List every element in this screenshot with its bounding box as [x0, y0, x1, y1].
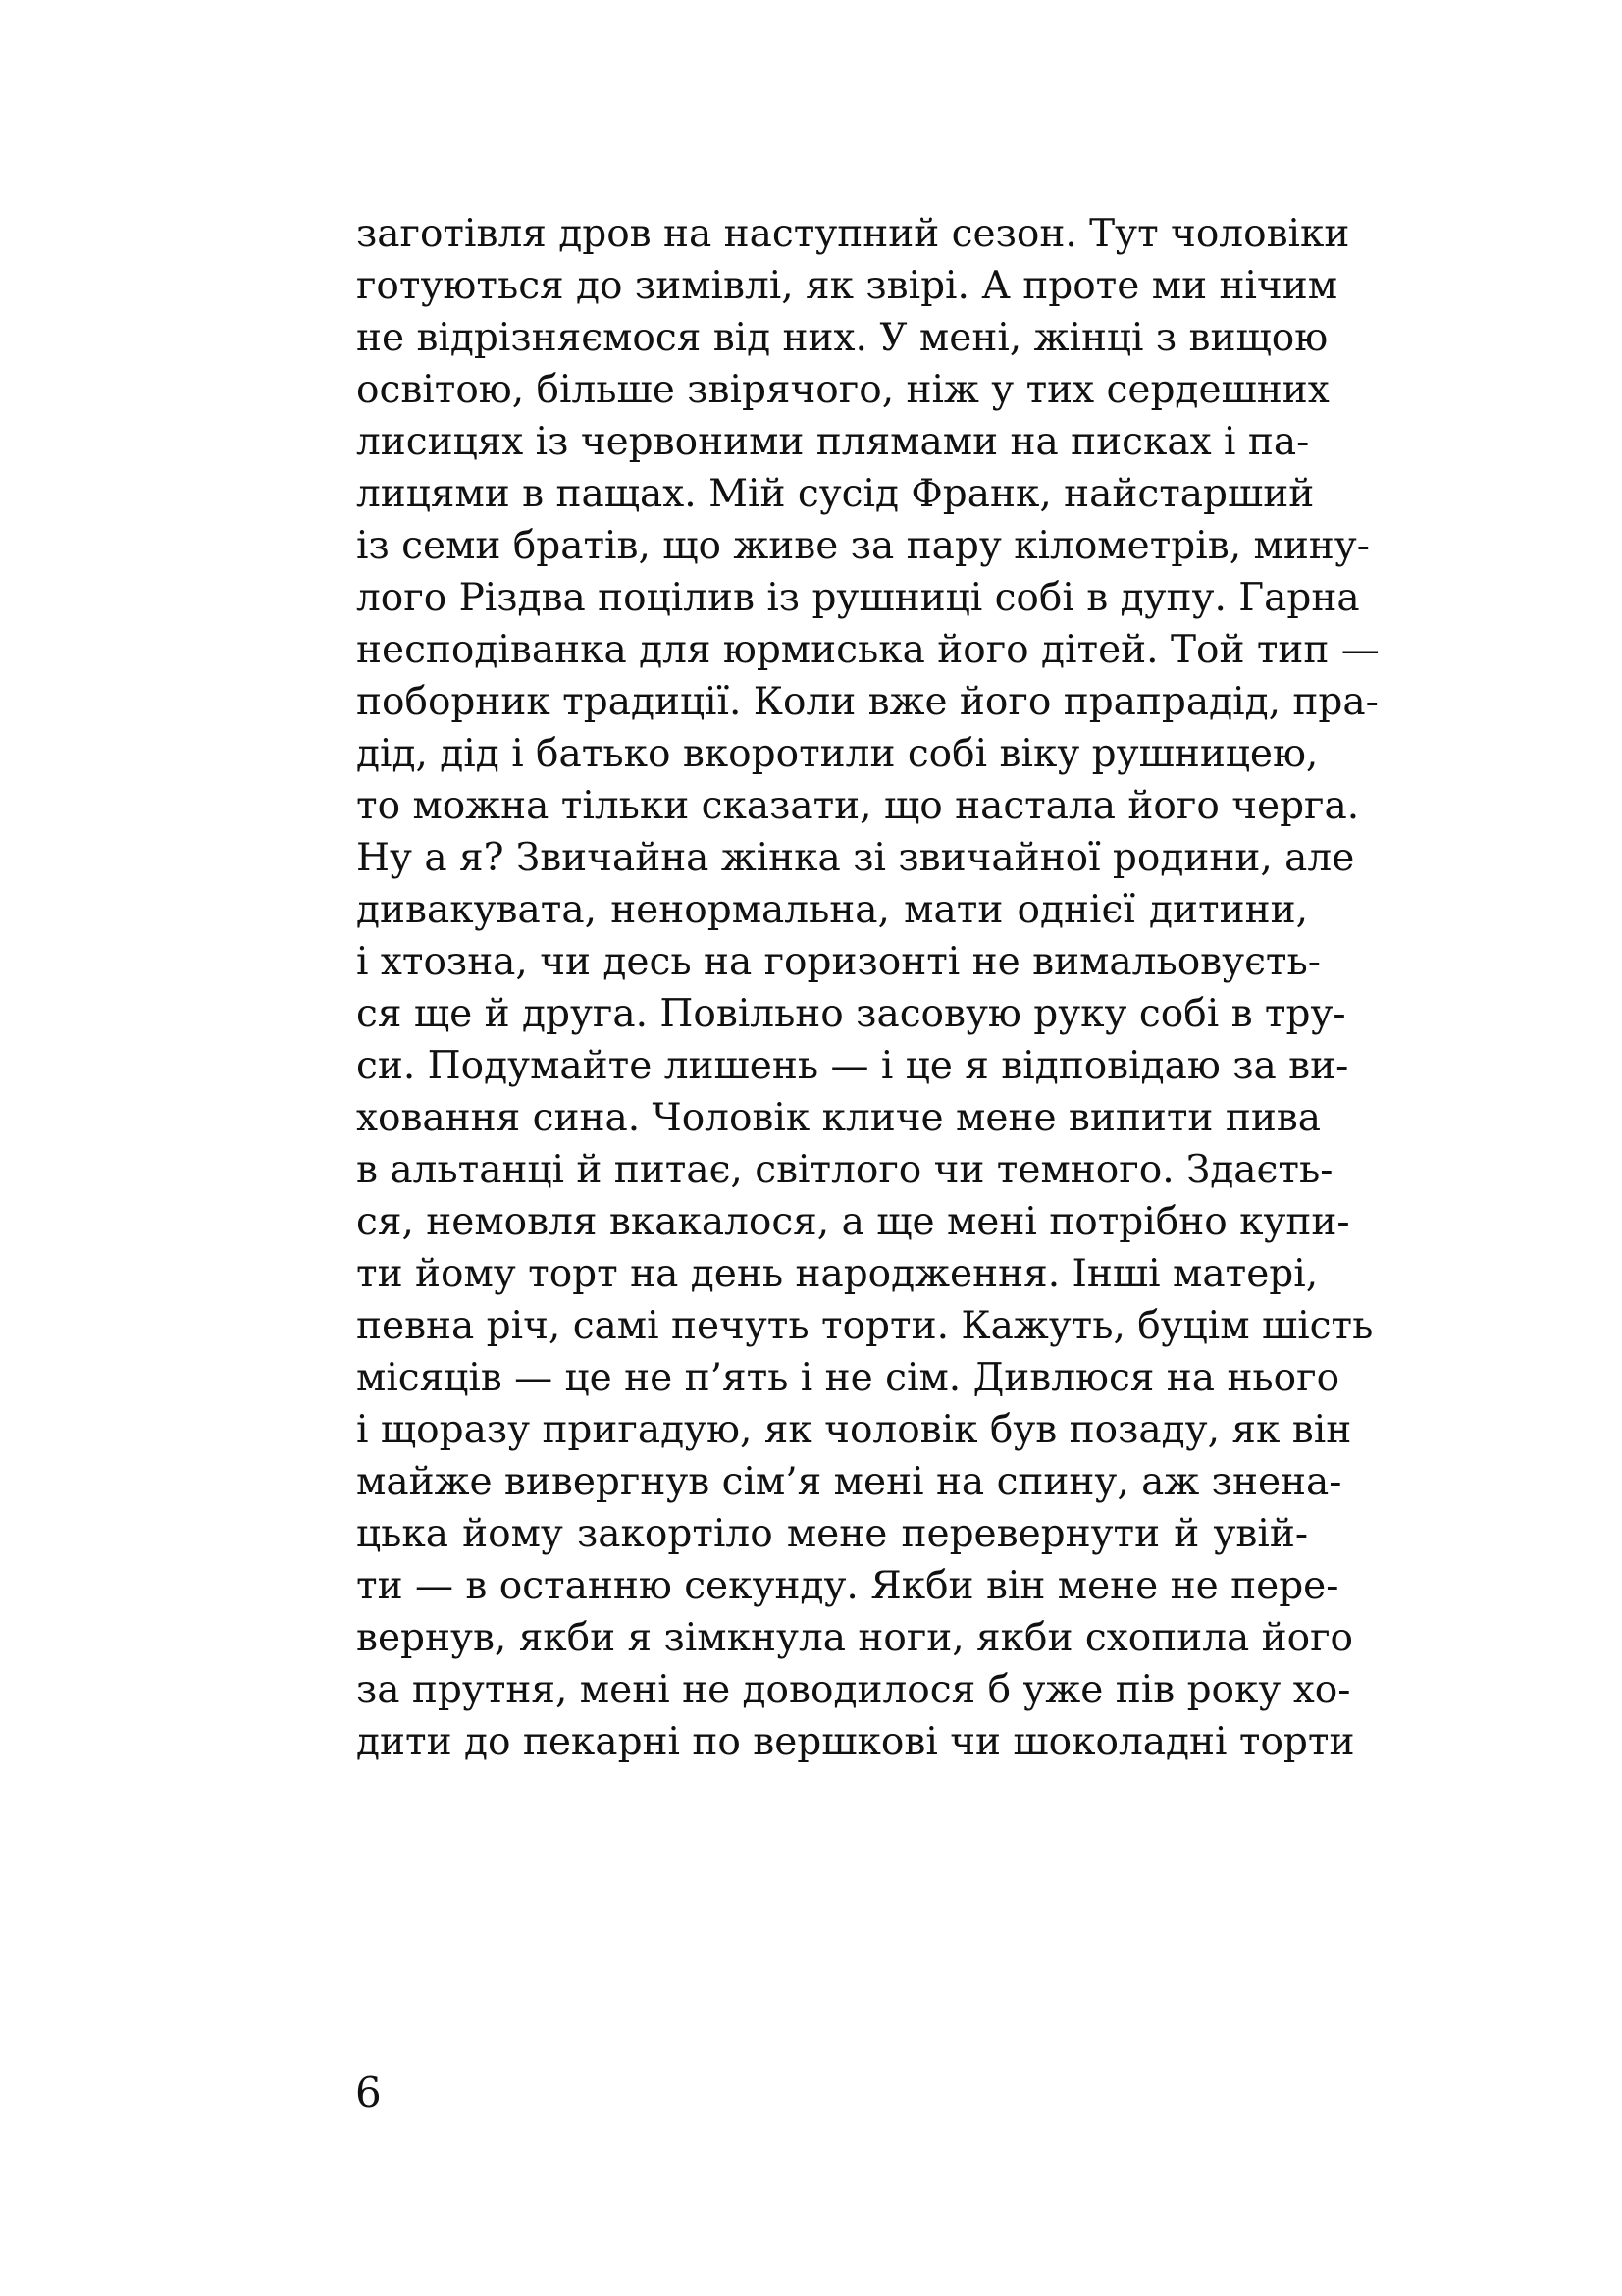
text-line: Ну а я? Звичайна жінка зі звичайної родини, але — [356, 836, 1355, 880]
text-line: не відрізняємося від них. У мені, жінці з вищою — [356, 316, 1329, 360]
text-line: цька йому закортіло мене перевернути й увій- — [356, 1512, 1308, 1556]
text-line: готуються до зимівлі, як звірі. А проте ми нічим — [356, 264, 1338, 308]
body-text — [356, 208, 1380, 1768]
text-line: ся, немовля вкакалося, а ще мені потрібно купи- — [356, 1200, 1350, 1244]
text-line: поборник традиції. Коли вже його прапрадід, пра- — [356, 680, 1379, 724]
text-line: майже вивергнув сім’я мені на спину, аж знена- — [356, 1460, 1342, 1504]
text-line: певна річ, самі печуть торти. Кажуть, буцім шість — [356, 1304, 1374, 1348]
text-line: вернув, якби я зімкнула ноги, якби схопила його — [356, 1616, 1354, 1660]
text-line: і щоразу пригадую, як чоловік був позаду, як він — [356, 1408, 1352, 1452]
text-line: освітою, більше звірячого, ніж у тих сердешних — [356, 368, 1330, 412]
text-line: то можна тільки сказати, що настала його черга. — [356, 784, 1360, 828]
text-line: дивакувата, ненормальна, мати однієї дитини, — [356, 888, 1308, 932]
text-line: лицями в пащах. Мій сусід Франк, найстарший — [356, 472, 1315, 516]
text-line: дити до пекарні по вершкові чи шоколадні торти — [356, 1720, 1355, 1764]
text-line: дід, дід і батько вкоротили собі віку рушницею, — [356, 732, 1319, 776]
text-line: ся ще й друга. Повільно засовую руку собі в тру- — [356, 992, 1346, 1036]
text-line: і хтозна, чи десь на горизонті не вимальовуєть- — [356, 940, 1321, 984]
text-line: ти йому торт на день народження. Інші матері, — [356, 1252, 1319, 1296]
text-line: за прутня, мені не доводилося б уже пів року хо- — [356, 1668, 1351, 1712]
text-line: місяців — це не п’ять і не сім. Дивлюся на нього — [356, 1356, 1340, 1400]
text-line: в альтанці й питає, світлого чи темного. Здаєть- — [356, 1148, 1334, 1192]
text-line: ховання сина. Чоловік кличе мене випити пива — [356, 1096, 1322, 1140]
text-line: лого Різдва поцілив із рушниці собі в дупу. Гарна — [356, 576, 1360, 620]
text-line: ти — в останню секунду. Якби він мене не пере- — [356, 1564, 1339, 1608]
text-line: із семи братів, що живе за пару кілометрів, мину- — [356, 524, 1370, 568]
text-line: заготівля дров на наступний сезон. Тут чоловіки — [356, 212, 1350, 256]
text-line: несподіванка для юрмиська його дітей. Той тип — — [356, 628, 1380, 672]
text-line: лисицях із червоними плямами на писках і па- — [356, 420, 1310, 464]
text-line: си. Подумайте лишень — і це я відповідаю за ви- — [356, 1044, 1349, 1088]
page-number: 6 — [355, 2068, 382, 2116]
